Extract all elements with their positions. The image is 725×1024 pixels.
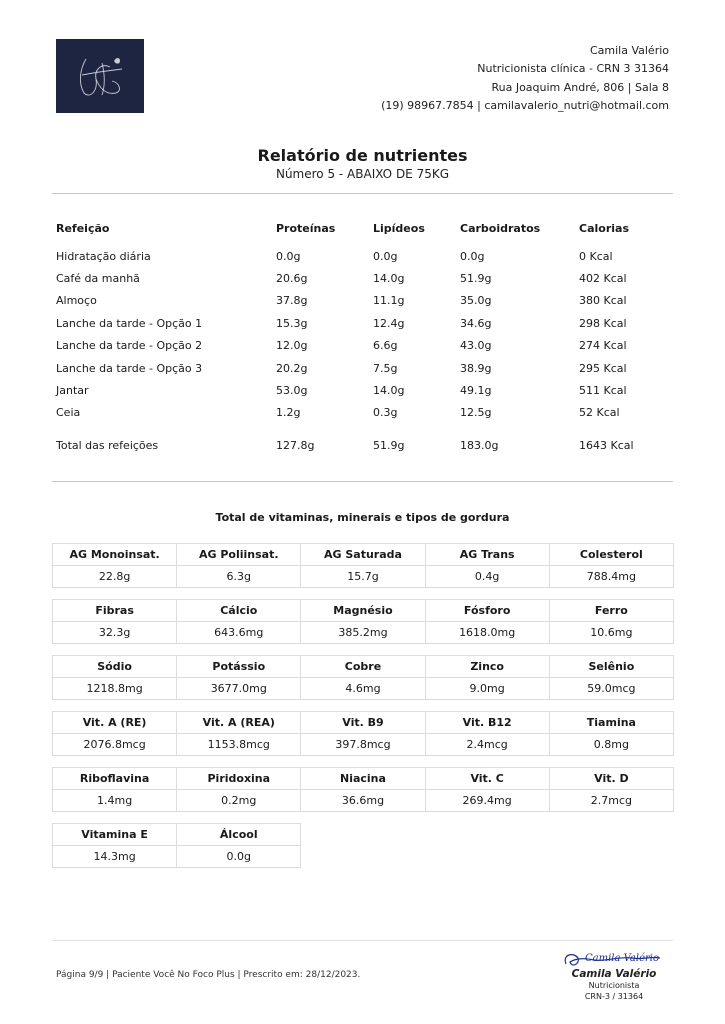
nutrient-group-minerals-1 — [52, 599, 674, 644]
meal-protein: 12.0g — [276, 339, 308, 353]
meal-calories: 511 Kcal — [579, 384, 627, 398]
nutrient-label: Vit. B12 — [425, 712, 549, 734]
nutrient-group-minerals-2 — [52, 655, 674, 700]
nutrient-label: Vit. B9 — [301, 712, 425, 734]
nutrient-group-other — [52, 823, 674, 868]
header-lipids: Lipídeos — [373, 221, 425, 235]
meal-calories: 274 Kcal — [579, 339, 627, 353]
footer-divider — [52, 940, 673, 941]
meal-calories: 295 Kcal — [579, 361, 627, 375]
meal-protein: 0.0g — [276, 249, 301, 263]
meal-name: Café da manhã — [56, 272, 140, 286]
meal-carbs: 35.0g — [460, 294, 492, 308]
nutrient-value: 385.2mg — [301, 622, 425, 644]
nutrient-label: Ferro — [549, 600, 673, 622]
nutrient-value: 397.8mcg — [301, 734, 425, 756]
empty-cell — [425, 824, 549, 846]
nutritionist-profession: Nutricionista clínica - CRN 3 31364 — [477, 62, 669, 76]
nutrient-value: 269.4mg — [425, 790, 549, 812]
logo-monogram-icon — [56, 39, 144, 113]
page-footer: Página 9/9 | Paciente Você No Foco Plus | Prescrito em: 28/12/2023. — [56, 970, 361, 980]
empty-cell — [301, 846, 425, 868]
nutrient-value: 1153.8mcg — [177, 734, 301, 756]
meal-calories: 0 Kcal — [579, 249, 613, 263]
nutrient-value: 1218.8mg — [53, 678, 177, 700]
table-row — [56, 290, 672, 312]
table-row — [56, 379, 672, 401]
nutrient-value: 2076.8mcg — [53, 734, 177, 756]
nutrient-label: Colesterol — [549, 544, 673, 566]
nutrient-value: 22.8g — [53, 566, 177, 588]
table-row — [56, 267, 672, 289]
nutrients-section-title: Total de vitaminas, minerais e tipos de gordura — [215, 511, 510, 524]
empty-cell — [549, 846, 673, 868]
meal-name: Lanche da tarde - Opção 3 — [56, 361, 203, 375]
total-label: Total das refeições — [56, 438, 159, 452]
meal-carbs: 12.5g — [460, 406, 492, 420]
empty-cell — [425, 846, 549, 868]
header-calories: Calorias — [579, 221, 629, 235]
nutrient-label: Vit. C — [425, 768, 549, 790]
nutrient-group-vitamins-2 — [52, 767, 674, 812]
nutrient-label: Zinco — [425, 656, 549, 678]
meal-protein: 20.6g — [276, 272, 308, 286]
meals-total-row — [56, 434, 672, 456]
nutrient-label: Vit. A (RE) — [53, 712, 177, 734]
report-subtitle: Número 5 - ABAIXO DE 75KG — [275, 167, 450, 181]
nutrient-label: AG Trans — [425, 544, 549, 566]
nutrient-value: 2.7mcg — [549, 790, 673, 812]
contact-block — [381, 42, 669, 115]
empty-cell — [549, 824, 673, 846]
nutrient-value: 643.6mg — [177, 622, 301, 644]
nutrient-label: Vitamina E — [53, 824, 177, 846]
nutrient-value: 9.0mg — [425, 678, 549, 700]
meal-name: Ceia — [56, 406, 81, 420]
table-row — [56, 335, 672, 357]
meal-carbs: 38.9g — [460, 361, 492, 375]
nutrient-label: Niacina — [301, 768, 425, 790]
empty-cell — [301, 824, 425, 846]
nutrient-value: 3677.0mg — [177, 678, 301, 700]
meal-carbs: 34.6g — [460, 316, 492, 330]
total-calories: 1643 Kcal — [579, 438, 634, 452]
office-address: Rua Joaquim André, 806 | Sala 8 — [491, 80, 669, 94]
signature-role: Nutricionista — [588, 981, 640, 990]
meal-lipids: 14.0g — [373, 384, 405, 398]
nutrient-value: 1618.0mg — [425, 622, 549, 644]
meal-calories: 298 Kcal — [579, 316, 627, 330]
total-protein: 127.8g — [276, 438, 315, 452]
nutrient-value: 59.0mcg — [549, 678, 673, 700]
nutrient-label: AG Saturada — [301, 544, 425, 566]
nutrient-label: Tiamina — [549, 712, 673, 734]
nutrient-value: 14.3mg — [53, 846, 177, 868]
nutrient-label: Riboflavina — [53, 768, 177, 790]
nutrient-label: Fibras — [53, 600, 177, 622]
meal-protein: 15.3g — [276, 316, 308, 330]
nutritionist-name: Camila Valério — [589, 44, 669, 57]
meal-protein: 1.2g — [276, 406, 301, 420]
meal-lipids: 12.4g — [373, 316, 405, 330]
nutrient-value: 15.7g — [301, 566, 425, 588]
meal-lipids: 11.1g — [373, 294, 405, 308]
header-protein: Proteínas — [276, 221, 336, 235]
nutrient-label: Potássio — [177, 656, 301, 678]
divider — [52, 193, 673, 194]
meal-carbs: 43.0g — [460, 339, 492, 353]
table-row — [56, 312, 672, 334]
nutrient-label: Sódio — [53, 656, 177, 678]
meal-lipids: 7.5g — [373, 361, 398, 375]
nutrient-group-fats — [52, 543, 674, 588]
nutrient-label: Fósforo — [425, 600, 549, 622]
signature-script: Camila Valério — [584, 953, 660, 964]
meal-calories: 402 Kcal — [579, 272, 627, 286]
meal-lipids: 14.0g — [373, 272, 405, 286]
nutrient-label: Cálcio — [177, 600, 301, 622]
table-row — [56, 357, 672, 379]
meals-table — [56, 214, 672, 457]
nutrient-value: 32.3g — [53, 622, 177, 644]
meal-lipids: 6.6g — [373, 339, 398, 353]
meal-protein: 37.8g — [276, 294, 308, 308]
logo — [56, 39, 144, 113]
contact-info: (19) 98967.7854 | camilavalerio_nutri@hotmail.com — [381, 98, 669, 112]
meals-header-row — [56, 214, 672, 242]
nutrient-label: AG Poliinsat. — [177, 544, 301, 566]
meal-carbs: 0.0g — [460, 249, 485, 263]
nutrient-label: Vit. D — [549, 768, 673, 790]
nutrient-value: 4.6mg — [301, 678, 425, 700]
nutrient-value: 36.6mg — [301, 790, 425, 812]
nutrient-value: 0.0g — [177, 846, 301, 868]
nutrient-label: Piridoxina — [177, 768, 301, 790]
nutrient-value: 10.6mg — [549, 622, 673, 644]
header-meal: Refeição — [56, 221, 110, 235]
meal-name: Hidratação diária — [56, 249, 151, 263]
nutrient-value: 788.4mg — [549, 566, 673, 588]
meal-lipids: 0.0g — [373, 249, 398, 263]
total-carbs: 183.0g — [460, 438, 499, 452]
meal-name: Jantar — [56, 384, 89, 398]
meal-carbs: 51.9g — [460, 272, 492, 286]
meal-calories: 52 Kcal — [579, 406, 620, 420]
header-carbs: Carboidratos — [460, 221, 541, 235]
nutrient-group-vitamins-1 — [52, 711, 674, 756]
nutrient-value: 0.8mg — [549, 734, 673, 756]
nutrient-label: AG Monoinsat. — [53, 544, 177, 566]
nutrient-value: 2.4mcg — [425, 734, 549, 756]
nutrient-value: 0.4g — [425, 566, 549, 588]
nutrient-label: Álcool — [177, 824, 301, 846]
total-lipids: 51.9g — [373, 438, 405, 452]
meal-lipids: 0.3g — [373, 406, 398, 420]
meal-name: Almoço — [56, 294, 97, 308]
nutrient-label: Cobre — [301, 656, 425, 678]
signature-name: Camila Valério — [571, 968, 657, 980]
nutrient-label: Magnésio — [301, 600, 425, 622]
nutrient-label: Selênio — [549, 656, 673, 678]
nutrient-value: 6.3g — [177, 566, 301, 588]
table-row — [56, 245, 672, 267]
nutrient-value: 1.4mg — [53, 790, 177, 812]
meal-protein: 20.2g — [276, 361, 308, 375]
divider — [52, 481, 673, 482]
table-row — [56, 402, 672, 424]
meal-calories: 380 Kcal — [579, 294, 627, 308]
meal-carbs: 49.1g — [460, 384, 492, 398]
nutrient-label: Vit. A (REA) — [177, 712, 301, 734]
meal-name: Lanche da tarde - Opção 1 — [56, 316, 203, 330]
signature — [560, 950, 666, 1002]
signature-crn: CRN-3 / 31364 — [584, 992, 644, 1001]
meal-name: Lanche da tarde - Opção 2 — [56, 339, 203, 353]
nutrient-value: 0.2mg — [177, 790, 301, 812]
meal-protein: 53.0g — [276, 384, 308, 398]
report-title: Relatório de nutrientes — [257, 146, 468, 165]
